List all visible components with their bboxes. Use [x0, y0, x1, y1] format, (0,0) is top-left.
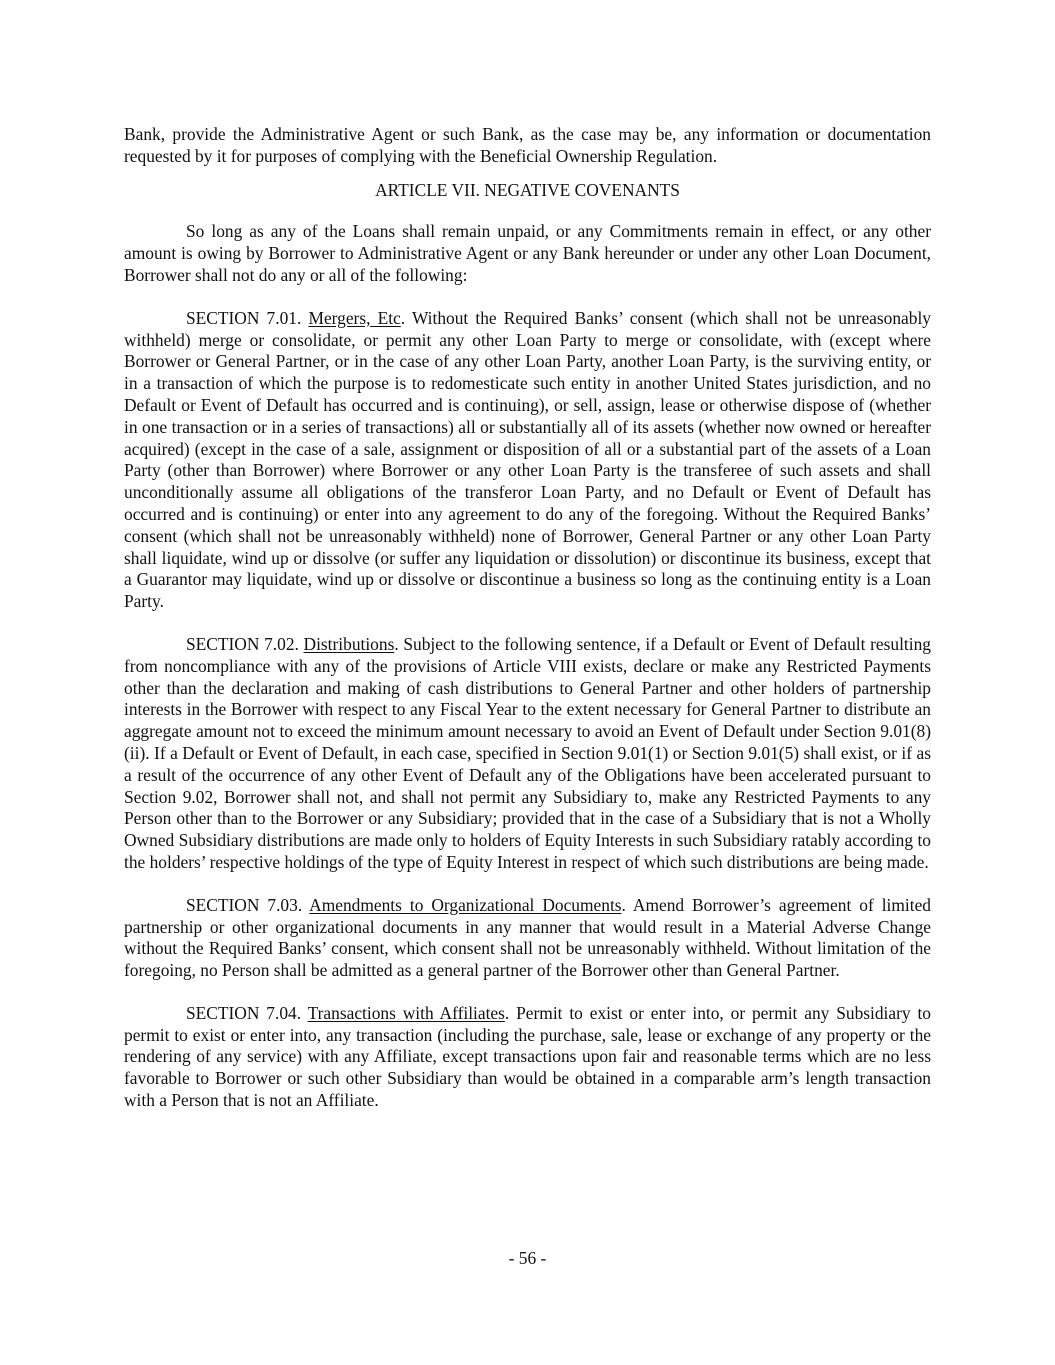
- section-7-01: [124, 308, 931, 613]
- section-7-04: [124, 1003, 931, 1112]
- section-7-02: [124, 634, 931, 874]
- continuation-paragraph: Bank, provide the Administrative Agent or such Bank, as the case may be, any information or documentation requested by it for purposes of complying with the Beneficial Ownership Regulation.: [124, 124, 931, 166]
- document-page: [124, 124, 931, 1133]
- section-body: . Amend Borrower’s agreement of limited partnership or other organizational documents in any manner that would result in a Material Adverse Change without the Required Banks’ consent, which consent shall not be unreasonably withheld. Without limitation of the foregoing, no Person shall be admitted as a general partner of the Borrower other than General Partner.: [124, 894, 931, 981]
- section-number: SECTION 7.01.: [186, 307, 302, 328]
- page-number: - 56 -: [508, 1248, 547, 1268]
- article-heading: ARTICLE VII. NEGATIVE COVENANTS: [375, 179, 680, 200]
- section-number: SECTION 7.03.: [186, 894, 303, 915]
- section-number: SECTION 7.02.: [186, 633, 299, 654]
- section-title: Amendments to Organizational Documents: [309, 894, 622, 915]
- section-7-03: [124, 895, 931, 982]
- section-body: . Without the Required Banks’ consent (which shall not be unreasonably withheld) merge or consolidate, or permit any other Loan Party to merge or consolidate, with (except where Borrower or General Partner, or in the case of any other Loan Party, another Loan Party, is the surviving entity, or in a transaction of which the purpose is to redomesticate such entity in another United States jurisdiction, and no Default or Event of Default has occurred and is continuing), or sell, assign, lease or otherwise dispose of (whether in one transaction or in a series of transactions) all or substantially all of its assets (whether now owned or hereafter acquired) (except in the case of a sale, assignment or disposition of all or a substantial part of the assets of a Loan Party (other than Borrower) where Borrower or any other Loan Party is the transferee of such assets and shall unconditionally assume all obligations of the transferor Loan Party, and no Default or Event of Default has occurred and is continuing) or enter into any agreement to do any of the foregoing. Without the Required Banks’ consent (which shall not be unreasonably withheld) none of Borrower, General Partner or any other Loan Party shall liquidate, wind up or dissolve (or suffer any liquidation or dissolution) or discontinue its business, except that a Guarantor may liquidate, wind up or dissolve or discontinue a business so long as the continuing entity is a Loan Party.: [124, 307, 931, 612]
- intro-paragraph: So long as any of the Loans shall remain unpaid, or any Commitments remain in effect, or any other amount is owing by Borrower to Administrative Agent or any Bank hereunder or under any other Loan Document, Borrower shall not do any or all of the following:: [124, 221, 931, 285]
- section-title: Mergers, Etc: [308, 307, 401, 328]
- section-title: Distributions: [303, 633, 395, 654]
- section-body: . Permit to exist or enter into, or permit any Subsidiary to permit to exist or enter into, any transaction (including the purchase, sale, lease or exchange of any property or the rendering of any service) with any Affiliate, except transactions upon fair and reasonable terms which are no less favorable to Borrower or such other Subsidiary than would be obtained in a comparable arm’s length transaction with a Person that is not an Affiliate.: [124, 1002, 931, 1111]
- section-title: Transactions with Affiliates: [307, 1002, 505, 1023]
- section-body: . Subject to the following sentence, if a Default or Event of Default resulting from noncompliance with any of the provisions of Article VIII exists, declare or make any Restricted Payments other than the declaration and making of cash distributions to General Partner and other holders of partnership interests in the Borrower with respect to any Fiscal Year to the extent necessary for General Partner to distribute an aggregate amount not to exceed the minimum amount necessary to avoid an Event of Default under Section 9.01(8)(ii). If a Default or Event of Default, in each case, specified in Section 9.01(1) or Section 9.01(5) shall exist, or if as a result of the occurrence of any other Event of Default any of the Obligations have been accelerated pursuant to Section 9.02, Borrower shall not, and shall not permit any Subsidiary to, make any Restricted Payments to any Person other than to the Borrower or any Subsidiary; provided that in the case of a Subsidiary that is not a Wholly Owned Subsidiary distributions are made only to holders of Equity Interests in such Subsidiary ratably according to the holders’ respective holdings of the type of Equity Interest in respect of which such distributions are being made.: [124, 633, 931, 872]
- section-number: SECTION 7.04.: [186, 1002, 302, 1023]
